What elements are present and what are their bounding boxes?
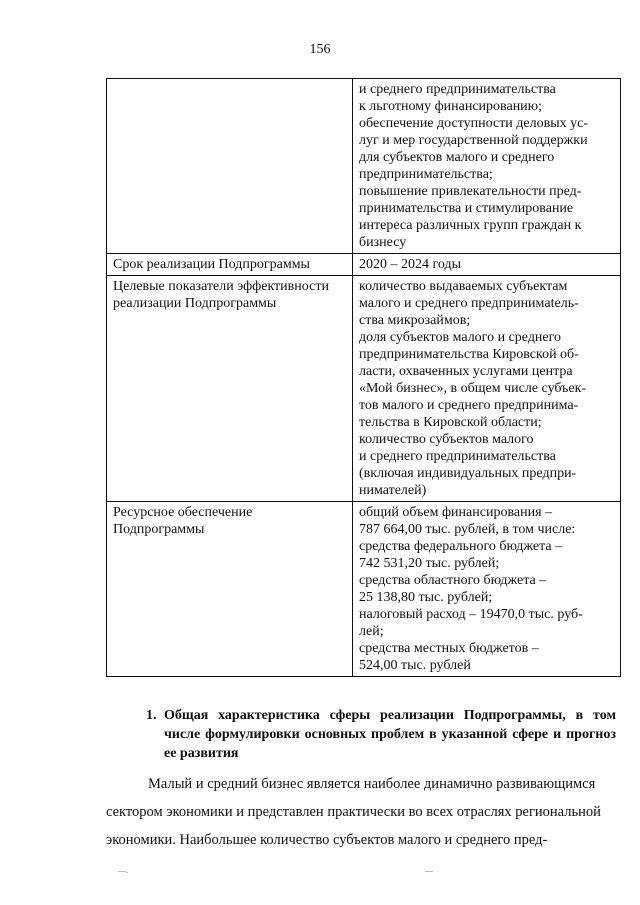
body-paragraph — [106, 770, 616, 854]
table-row — [107, 79, 621, 254]
row-content — [353, 276, 621, 502]
content-line: предпринимательства Кировской об- — [359, 347, 579, 362]
content-line: предпринимательства; — [359, 167, 493, 182]
content-line: принимательства и стимулирование — [359, 201, 574, 216]
content-line: повышение привлекательности пред- — [359, 184, 582, 199]
row-content — [353, 254, 621, 276]
content-line: количество субъектов малого — [359, 432, 534, 447]
content-line: средства федерального бюджета – — [359, 539, 563, 554]
content-line: налоговый расход – 19470,0 тыс. руб- — [359, 607, 583, 622]
content-line: для субъектов малого и среднего — [359, 150, 555, 165]
table-row — [107, 254, 621, 276]
section-heading — [146, 706, 616, 763]
section-number: 1. — [146, 708, 157, 723]
content-line: луг и мер государственной поддержки — [359, 133, 588, 148]
content-line: ства микрозаймов; — [359, 313, 471, 328]
content-line: средства областного бюджета – — [359, 573, 547, 588]
content-line: тельства в Кировской области; — [359, 415, 542, 430]
content-line: тов малого и среднего предпринима- — [359, 398, 579, 413]
content-line: средства местных бюджетов – — [359, 641, 539, 656]
row-label: Ресурсное обеспечение Подпрограммы — [107, 502, 353, 677]
table-row — [107, 502, 621, 677]
row-content — [353, 79, 621, 254]
content-line: к льготному финансированию; — [359, 99, 543, 114]
content-line: «Мой бизнес», в общем числе субъек- — [359, 381, 587, 396]
row-label: Срок реализации Подпрограммы — [107, 254, 353, 276]
content-line: 2020 – 2024 годы — [359, 257, 462, 272]
content-line: 742 531,20 тыс. рублей; — [359, 556, 500, 571]
subprogram-passport-table — [106, 78, 621, 677]
scan-mark-right: — — [425, 866, 433, 875]
content-line: ласти, охваченных услугами центра — [359, 364, 573, 379]
content-line: 524,00 тыс. рублей — [359, 658, 471, 673]
row-label: Целевые показатели эффективности реализации Подпрограммы — [107, 276, 353, 502]
content-line: малого и среднего предпринимatель- — [359, 296, 579, 311]
row-content — [353, 502, 621, 677]
content-line: общий объем финансирования – — [359, 505, 553, 520]
content-line: 787 664,00 тыс. рублей, в том числе: — [359, 522, 576, 537]
content-line: и среднего предпринимательства — [359, 449, 556, 464]
body-text: Малый и средний бизнес является наиболее динамично развивающимся сектором экономики и представлен практически во всех отраслях региональной экономики. Наибольшее количество субъектов малого и среднего пред- — [106, 776, 601, 848]
content-line: лей; — [359, 624, 384, 639]
section-title: Общая характеристика сферы реализации Подпрограммы, в том числе формулировки основных проблем в указанной сфере и прогноз ее развития — [164, 708, 616, 761]
content-line: и среднего предпринимательства — [359, 82, 556, 97]
scan-mark-left: —. — [118, 866, 128, 875]
content-line: доля субъектов малого и среднего — [359, 330, 562, 345]
table-row — [107, 276, 621, 502]
content-line: бизнесу — [359, 235, 407, 250]
content-line: обеспечение доступности деловых ус- — [359, 116, 589, 131]
row-label — [107, 79, 353, 254]
content-line: интереса различных групп граждан к — [359, 218, 582, 233]
content-line: (включая индивидуальных предпри- — [359, 466, 577, 481]
content-line: количество выдаваемых субъектам — [359, 279, 568, 294]
content-line: 25 138,80 тыс. рублей; — [359, 590, 493, 605]
page-number: 156 — [309, 42, 331, 57]
content-line: нимателей) — [359, 483, 427, 498]
